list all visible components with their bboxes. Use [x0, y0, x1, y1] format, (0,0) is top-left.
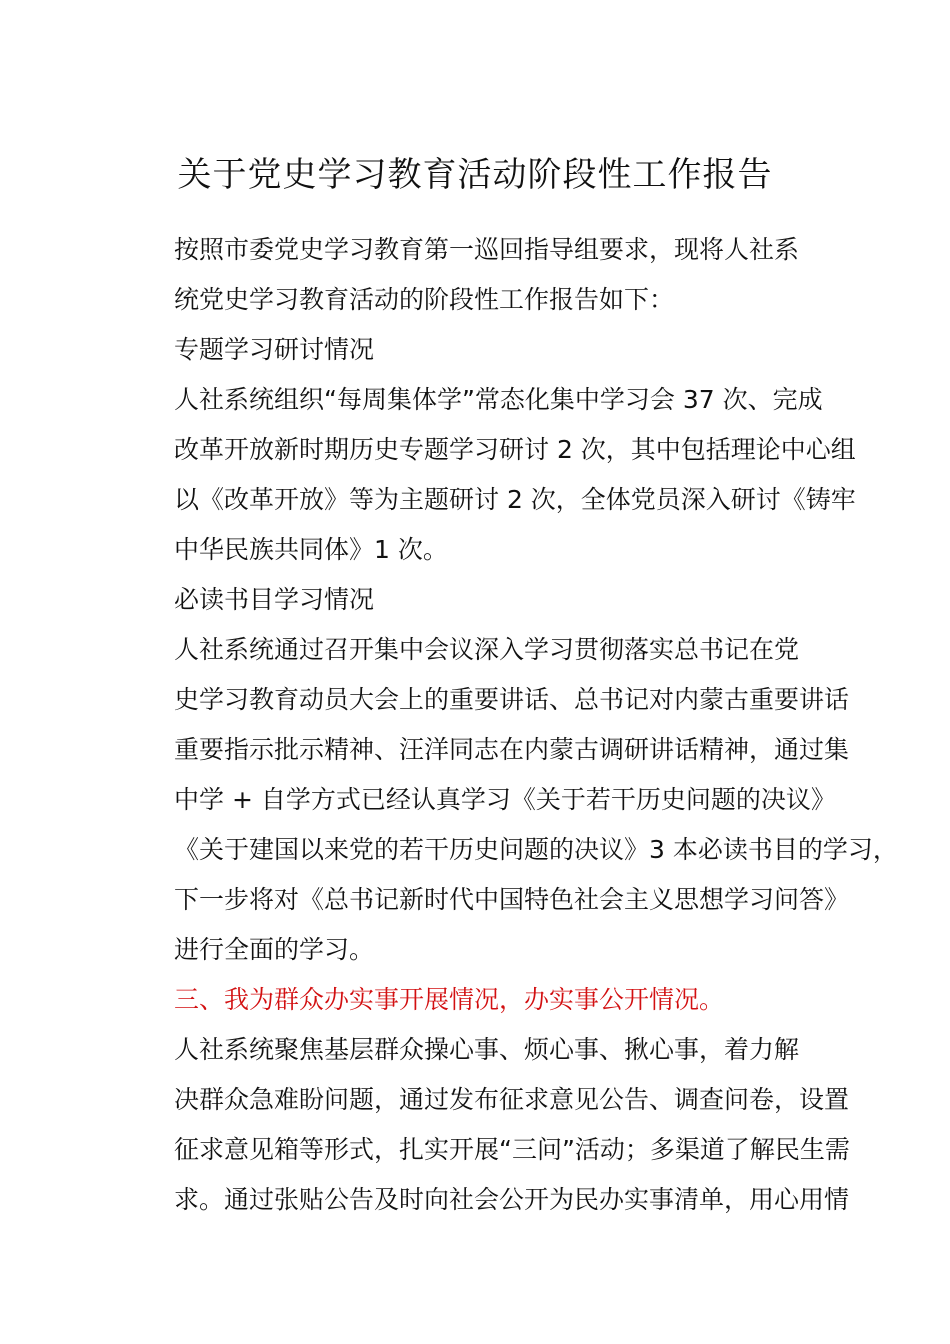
- text-line: 求。通过张贴公告及时向社会公开为民办实事清单，用心用情: [174, 1185, 850, 1214]
- books-paragraph: [124, 625, 898, 975]
- text-line: 统党史学习教育活动的阶段性工作报告如下：: [174, 285, 675, 314]
- text-line: 必读书目学习情况: [174, 585, 375, 614]
- text-line: 中华民族共同体》1 次。: [174, 535, 448, 564]
- section-heading-three: [124, 975, 839, 1025]
- study-paragraph: [124, 375, 856, 575]
- text-line: 按照市委党史学习教育第一巡回指导组要求，现将人社系: [174, 235, 800, 264]
- text-line: 征求意见箱等形式，扎实开展“三问”活动；多渠道了解民生需: [174, 1135, 850, 1164]
- text-line: 以《改革开放》等为主题研讨 2 次，全体党员深入研讨《铸牢: [174, 485, 856, 514]
- document-body: [124, 225, 898, 1225]
- text-line: 决群众急难盼问题，通过发布征求意见公告、调查问卷，设置: [174, 1085, 850, 1114]
- service-paragraph: [124, 1025, 850, 1225]
- document-title: 关于党史学习教育活动阶段性工作报告: [177, 155, 773, 195]
- text-line: 人社系统通过召开集中会议深入学习贯彻落实总书记在党: [174, 635, 800, 664]
- section-heading-books: [124, 575, 839, 625]
- text-line: 人社系统组织“每周集体学”常态化集中学习会 37 次、完成: [174, 385, 823, 414]
- text-line: 《关于建国以来党的若干历史问题的决议》3 本必读书目的学习，: [174, 835, 898, 864]
- text-line: 中学 + 自学方式已经认真学习《关于若干历史问题的决议》: [174, 785, 836, 814]
- text-line: 人社系统聚焦基层群众操心事、烦心事、揪心事，着力解: [174, 1035, 800, 1064]
- text-line: 重要指示批示精神、汪洋同志在内蒙古调研讲话精神，通过集: [174, 735, 850, 764]
- text-line: 史学习教育动员大会上的重要讲话、总书记对内蒙古重要讲话: [174, 685, 850, 714]
- text-line: 进行全面的学习。: [174, 935, 375, 964]
- text-line: 下一步将对《总书记新时代中国特色社会主义思想学习问答》: [174, 885, 850, 914]
- intro-paragraph: [124, 225, 839, 325]
- section-heading-study: [124, 325, 839, 375]
- text-line: 改革开放新时期历史专题学习研讨 2 次，其中包括理论中心组: [174, 435, 856, 464]
- text-line: 三、我为群众办实事开展情况，办实事公开情况。: [174, 985, 725, 1014]
- text-line: 专题学习研讨情况: [174, 335, 375, 364]
